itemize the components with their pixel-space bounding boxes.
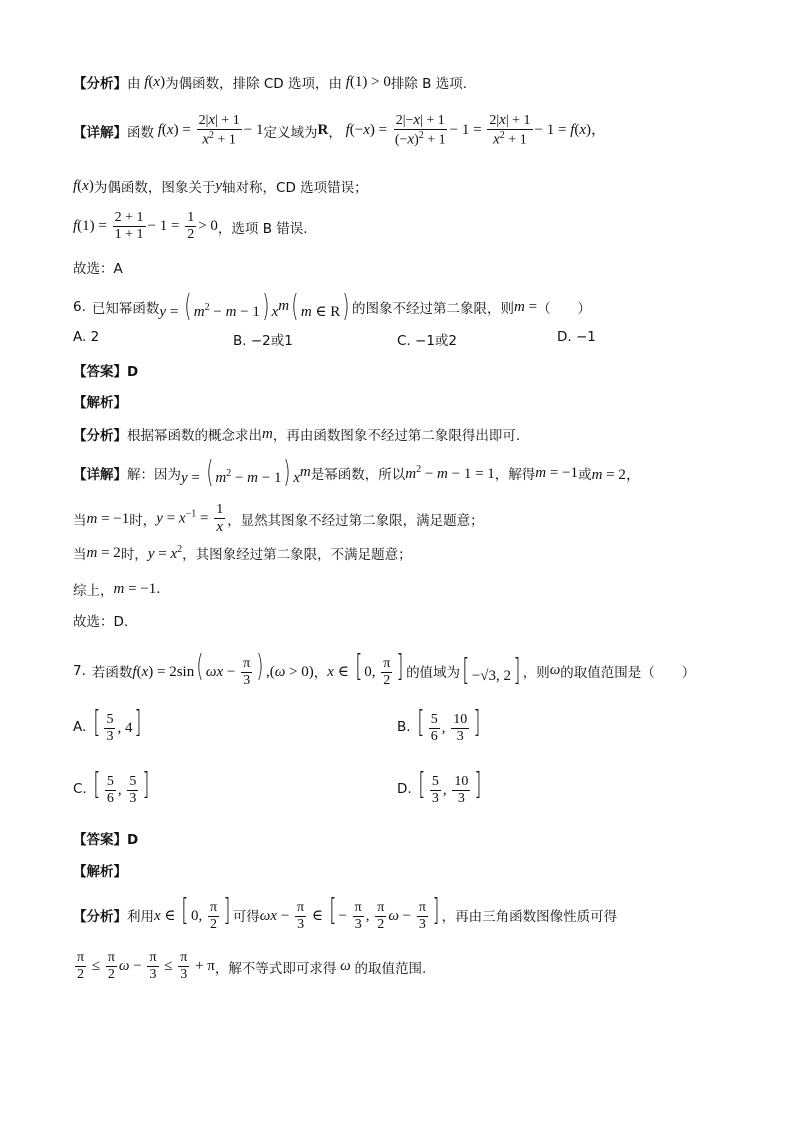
- formula-f1-gt-0: f(1) > 0: [345, 73, 391, 90]
- answer-choice-q5: 故选：A: [73, 261, 123, 277]
- analysis-line-q5: 【分析】 由 f(x) 为偶函数，排除 CD 选项，由 f(1) > 0 排除 B 选项.: [73, 73, 468, 92]
- answer-7: 【答案】D: [73, 832, 139, 848]
- question-6: 6. 已知幂函数 y = ( $m^2 - m - 1$) $x^m$( m ∈ R) 的图象不经过第二象限，则 m = （ ）: [73, 289, 592, 324]
- analysis-line-q7: 【分析】 利用 x ∈ [ 0, $\frac{\pi}{2}$ ] 可得 ωx − $\frac{\pi}{3}$ ∈ [ − $\frac{\pi}{3}$ , $\frac{\pi}{2}$ ω − $\frac{\pi}{3}$ ] ，再由三角函数图像性质可得: [73, 893, 618, 933]
- jiexi-7: 【解析】: [73, 864, 127, 880]
- formula-function-def: f(x) = $\frac{2|x| + 1}{x^2 + 1}$ − 1: [157, 112, 264, 148]
- detail-line-q5: 【详解】 函数 f(x) = $\frac{2|x| + 1}{x^2 + 1}$ − 1 定义域为 R ， f(−x) = $\frac{2|-x| + 1}{(-x)^2 + 1}$ − 1 = $\frac{2|x| + 1}{x^2 + 1}$ − 1 = f(x)，: [73, 112, 607, 148]
- inequality-line-q7: $\frac{\pi}{2}$ ≤ $\frac{\pi}{2}$ ω − $\frac{\pi}{3}$ ≤ $\frac{\pi}{3}$ + π ，解不等式即可求得 ω 的取值范围.: [77, 950, 427, 983]
- detail-tag: 【详解】: [73, 124, 127, 141]
- formula-f1-value: f(1) = $\frac{2 + 1}{1 + 1}$ − 1 = $\frac{1}{2}$ > 0: [73, 210, 218, 243]
- symmetry-line: f(x) 为偶函数，图象关于 y 轴对称，CD 选项错误；: [73, 177, 368, 196]
- detail-line-q6: 【详解】 解：因为 y = ( $m^2 - m - 1$) $x^m$ 是幂函数，所以 $m^2 - m - 1 = 1$ ，解得 m = −1 或 m = 2，: [73, 455, 641, 490]
- answer-6: 【答案】D: [73, 364, 139, 380]
- option-6d: D. −1: [557, 329, 596, 345]
- option-6a: A. 2: [73, 329, 100, 345]
- option-6c: C. −1或2: [397, 333, 457, 349]
- option-6b: B. −2或1: [233, 333, 293, 349]
- f1-line: f(1) = $\frac{2 + 1}{1 + 1}$ − 1 = $\frac{1}{2}$ > 0 ，选项 B 错误.: [73, 210, 308, 243]
- analysis-tag: 【分析】: [73, 76, 127, 92]
- formula-f-neg-x: f(−x) = $\frac{2|-x| + 1}{(-x)^2 + 1}$ − 1 = $\frac{2|x| + 1}{x^2 + 1}$ − 1 = f(x)，: [345, 112, 607, 148]
- formula-sin-function: f(x) = 2sin( ωx − $\frac{\pi}{3}$ ) ,(ω > 0): [132, 649, 314, 689]
- analysis-line-q6: 【分析】 根据幂函数的概念求出 m ，再由函数图象不经过第二象限得出即可.: [73, 425, 521, 444]
- conclusion-q6: 综上， m = −1 .: [73, 580, 161, 599]
- option-7c: C. [ $\frac{5}{6}$ , $\frac{5}{3}$ ]: [73, 767, 150, 807]
- case-m-2: 当 m = 2 时， $y = x^2$ ，其图象经过第二象限，不满足题意；: [73, 543, 412, 563]
- option-7a: A. [ $\frac{5}{3}$ , 4]: [73, 705, 142, 745]
- option-7d: D. [ $\frac{5}{3}$ , $\frac{10}{3}$ ]: [397, 767, 482, 807]
- formula-power-function: y = ( $m^2 - m - 1$) $x^m$( m ∈ R): [159, 289, 350, 324]
- case-m-neg1: 当 m = −1 时， $y = x^{-1}$ = $\frac{1}{x}$ ，显然其图象不经过第二象限，满足题意；: [73, 502, 484, 536]
- question-7: 7. 若函数 f(x) = 2sin( ωx − $\frac{\pi}{3}$ ) ,(ω > 0) ， x ∈ [ 0, $\frac{\pi}{2}$ ] 的值域为 [ −√3, 2] ，则 ω 的取值范围是（ ）: [73, 649, 696, 689]
- formula-fx: f(x): [144, 73, 166, 90]
- option-7b: B. [ $\frac{5}{6}$ , $\frac{10}{3}$ ]: [397, 705, 481, 745]
- jiexi-6: 【解析】: [73, 395, 127, 411]
- answer-choice-q6: 故选：D.: [73, 614, 129, 630]
